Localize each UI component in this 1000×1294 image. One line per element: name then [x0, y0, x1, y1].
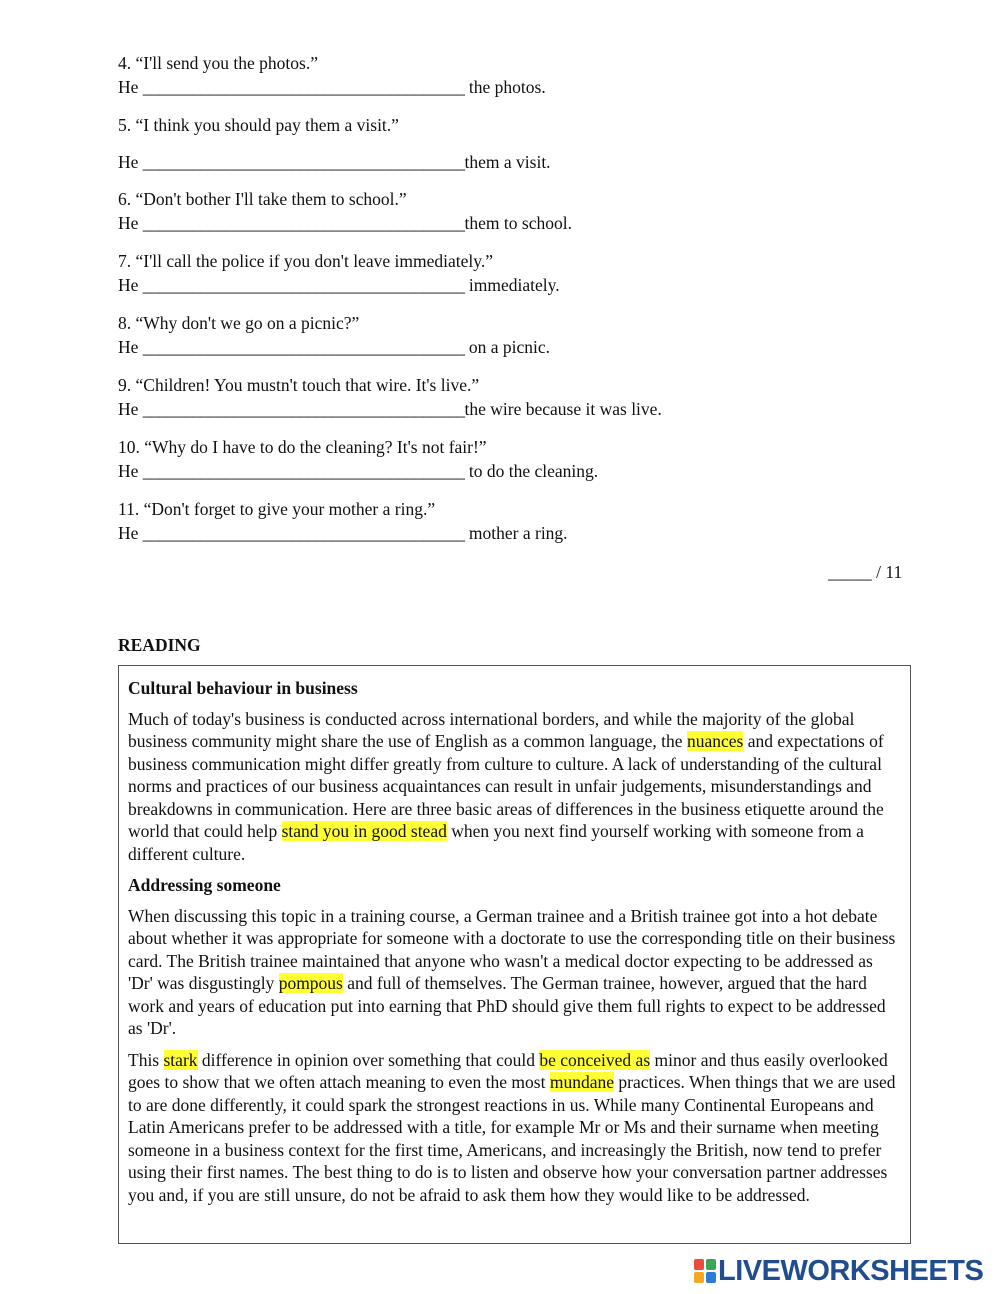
sentence-ending: the wire because it was live. [464, 399, 662, 419]
question-10 [118, 436, 598, 483]
question-7 [118, 250, 560, 297]
answer-blank[interactable]: _______________________________________ [142, 77, 465, 97]
subject: He [118, 275, 139, 295]
sentence-ending: mother a ring. [464, 523, 568, 543]
mark-tile [706, 1272, 716, 1283]
liveworksheets-logo [694, 1256, 983, 1286]
paragraph-3 [128, 1049, 900, 1207]
text: minor and thus easily overlooked goes to show that we often attach meaning to even the most [128, 1049, 888, 1092]
sentence-ending: immediately. [464, 275, 560, 295]
highlight-mundane: mundane [549, 1072, 614, 1092]
question-11 [118, 498, 568, 545]
highlight-pompous: pompous [278, 973, 343, 993]
subheading: Addressing someone [128, 875, 281, 895]
mark-tile [694, 1272, 704, 1283]
answer-blank[interactable]: _______________________________________ [142, 337, 465, 357]
answer-blank[interactable]: _______________________________________ [142, 152, 465, 172]
question-5 [118, 114, 551, 174]
question-prompt: 4. “I'll send you the photos.” [118, 53, 318, 73]
question-prompt: 8. “Why don't we go on a picnic?” [118, 313, 360, 333]
subject: He [118, 213, 139, 233]
answer-blank[interactable]: _______________________________________ [142, 399, 465, 419]
highlight-nuances: nuances [686, 731, 744, 751]
answer-blank[interactable]: _______________________________________ [142, 461, 465, 481]
paragraph-1 [128, 708, 900, 866]
section-title: READING [118, 635, 201, 655]
text: Much of today's business is conducted across international borders, and while the majority of the global business community might share the use of English as a common language, the [128, 708, 855, 751]
question-9 [118, 374, 662, 421]
sentence-ending: to do the cleaning. [464, 461, 599, 481]
text: and full of themselves. The German trainee, however, argued that the hard work and years of education put into earning that PhD should give them full rights to expect to be addressed as 'Dr'. [128, 973, 886, 1038]
question-prompt: 11. “Don't forget to give your mother a ring.” [118, 499, 436, 519]
subject: He [118, 523, 139, 543]
sentence-ending: on a picnic. [464, 337, 551, 357]
mark-tile [706, 1259, 716, 1270]
question-prompt: 5. “I think you should pay them a visit.” [118, 115, 399, 135]
sentence-ending: them a visit. [464, 152, 551, 172]
question-prompt: 9. “Children! You mustn't touch that wire. It's live.” [118, 375, 480, 395]
answer-blank[interactable]: _______________________________________ [142, 275, 465, 295]
article-title: Cultural behaviour in business [128, 678, 358, 698]
question-8 [118, 312, 550, 359]
mark-tile [694, 1259, 704, 1270]
text: practices. When things that we are used to are done differently, it could spark the strongest reactions in us. While many Continental Europeans and Latin Americans prefer to be addressed with a title, for example Mr or Ms and their surname when meeting someone in a business context for the first time, Americans, and increasingly the British, now tend to prefer using their first names. The best thing to do is to listen and observe how your conversation partner addresses you and, if you are still unsure, do not be afraid to ask them how they would like to be addressed. [128, 1072, 896, 1205]
subject: He [118, 77, 139, 97]
question-6 [118, 188, 572, 235]
reading-passage-box [118, 665, 911, 1244]
sentence-ending: the photos. [464, 77, 546, 97]
answer-blank[interactable]: _______________________________________ [142, 523, 465, 543]
question-4 [118, 52, 546, 99]
question-prompt: 6. “Don't bother I'll take them to school.” [118, 189, 407, 209]
brand-name: LIVEWORKSHEETS [718, 1254, 984, 1287]
text: When discussing this topic in a training course, a German trainee and a British trainee got into a hot debate about whether it was appropriate for someone with a doctorate to use the corresponding title on their business card. The British trainee maintained that anyone who wasn't a medical doctor expecting to be addressed as 'Dr' was disgustingly [128, 905, 896, 993]
question-prompt: 10. “Why do I have to do the cleaning? It's not fair!” [118, 437, 487, 457]
text: This [128, 1049, 164, 1070]
score-field[interactable]: _____ / 11 [828, 562, 903, 582]
text: and expectations of business communication might differ greatly from culture to culture. A lack of understanding of the cultural norms and practices of our business acquaintances can result in unfair judgements, misunderstandings and breakdowns in communication. Here are three basic areas of differences in the business etiquette around the world that could help [128, 731, 884, 841]
text: when you next find yourself working with someone from a different culture. [128, 821, 864, 864]
answer-blank[interactable]: _______________________________________ [142, 213, 465, 233]
text: difference in opinion over something that could [197, 1049, 540, 1070]
highlight-stand-you-in-good-stead: stand you in good stead [281, 821, 447, 841]
liveworksheets-mark-icon [694, 1259, 716, 1283]
subject: He [118, 152, 139, 172]
highlight-be-conceived-as: be conceived as [539, 1049, 651, 1070]
highlight-stark: stark [163, 1049, 198, 1070]
subject: He [118, 337, 139, 357]
paragraph-2 [128, 905, 900, 1040]
sentence-ending: them to school. [464, 213, 572, 233]
question-prompt: 7. “I'll call the police if you don't leave immediately.” [118, 251, 493, 271]
subject: He [118, 461, 139, 481]
subject: He [118, 399, 139, 419]
